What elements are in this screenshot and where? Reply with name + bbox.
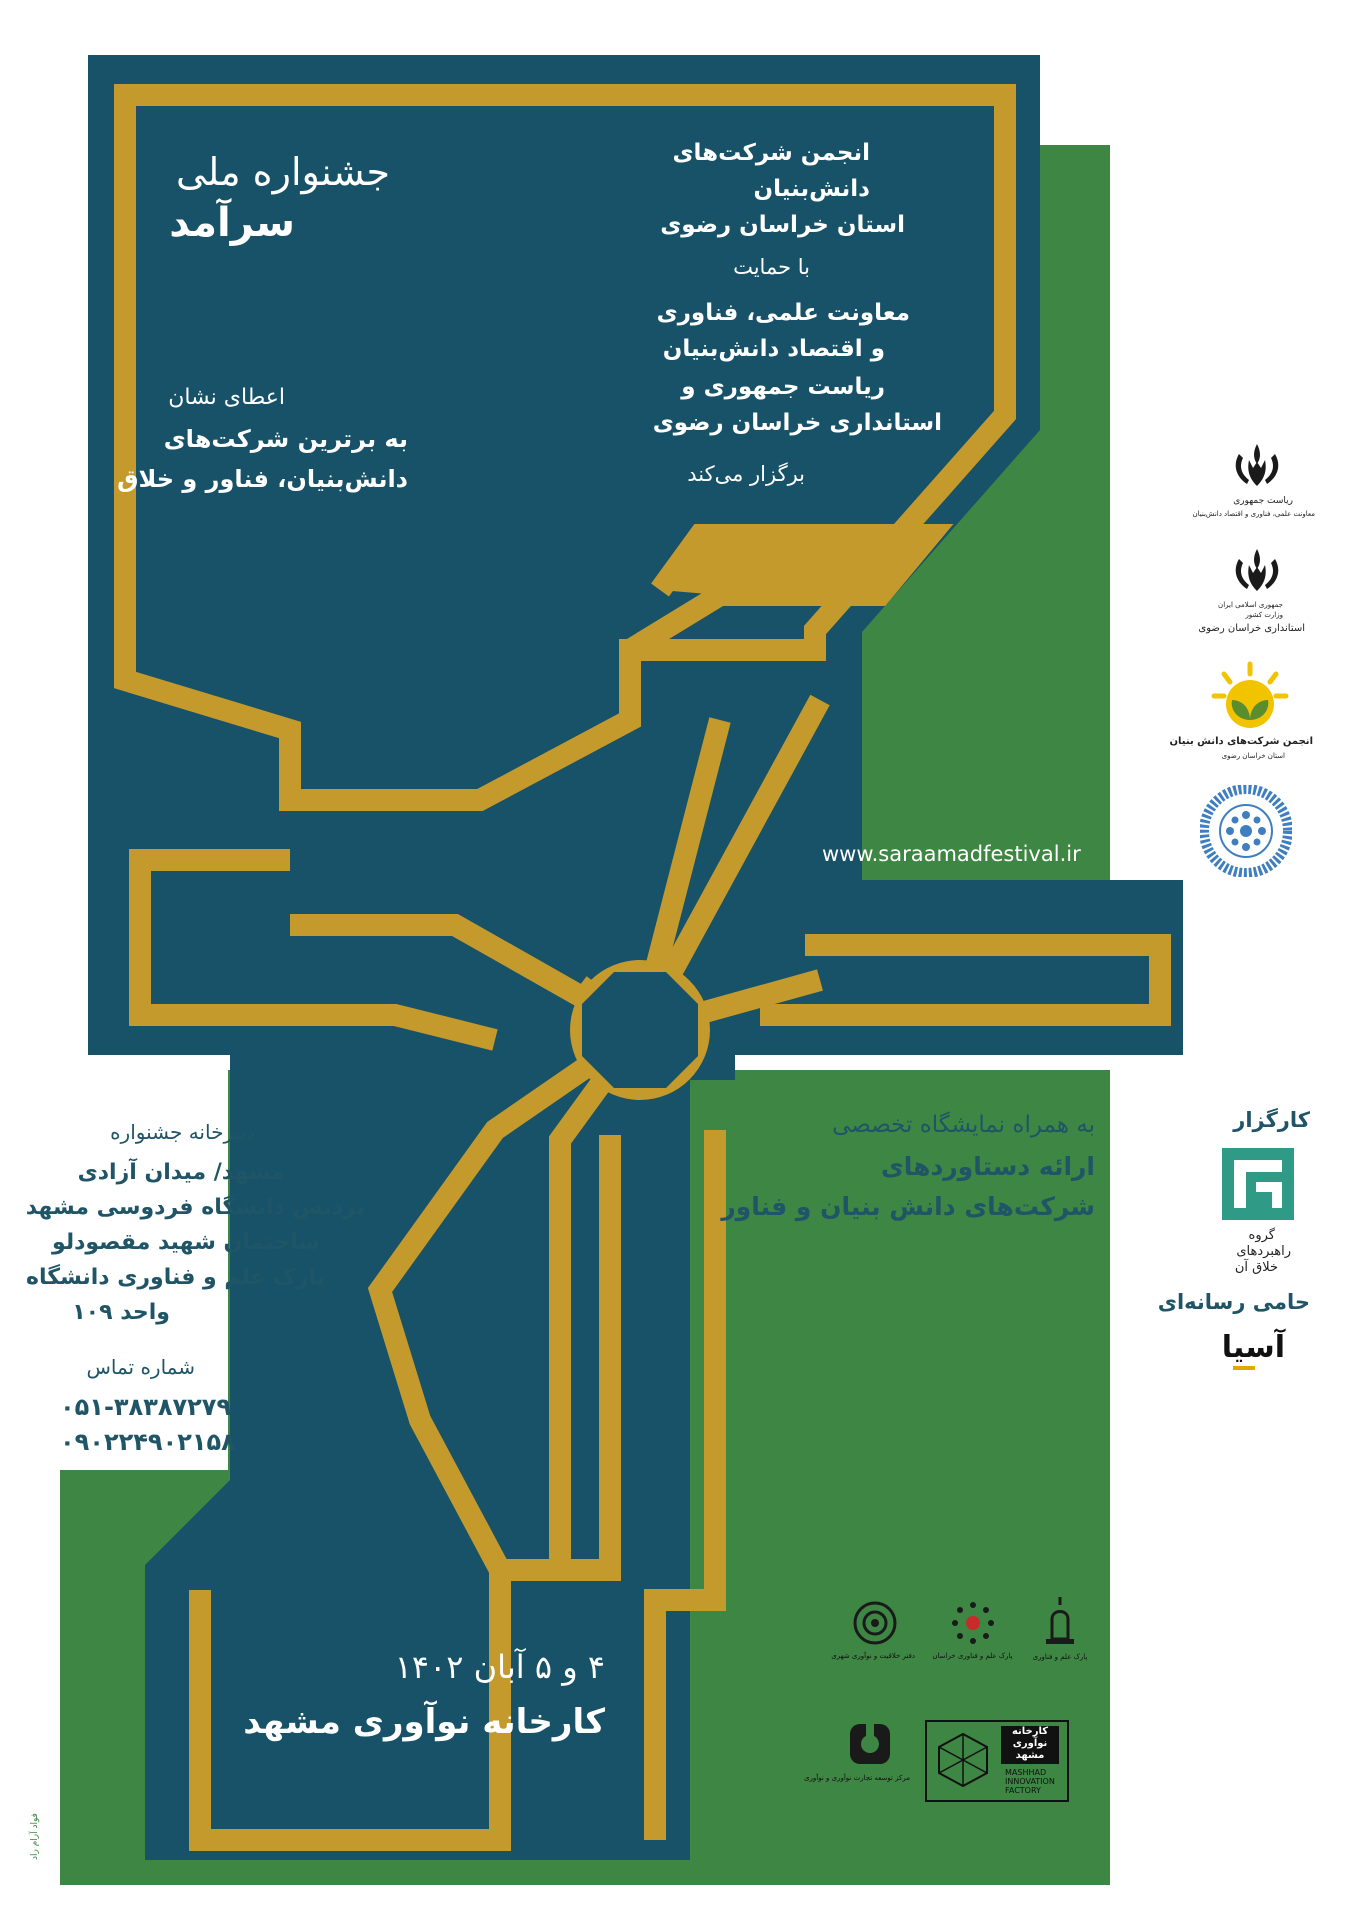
- rosette-icon: [852, 1600, 898, 1646]
- governorate-caption3: استانداری خراسان رضوی: [1198, 623, 1305, 634]
- presidency-caption2: معاونت علمی، فناوری و اقتصاد دانش‌بنیان: [1192, 510, 1315, 518]
- governorate-caption1: جمهوری اسلامی ایران: [1218, 601, 1283, 609]
- secretariat-title: دبیرخانه جشنواره: [110, 1120, 255, 1144]
- science-park-khorasan-caption: پارک علم و فناوری خراسان: [932, 1652, 1013, 1660]
- organizer-line3: استان خراسان رضوی: [660, 212, 905, 238]
- dots-ring-icon: [950, 1600, 996, 1646]
- presidency-caption1: ریاست جمهوری: [1233, 496, 1293, 506]
- dome-icon: [1040, 1595, 1080, 1647]
- trade-innovation-caption: مرکز توسعه تجارت نوآوری و نوآوری: [804, 1774, 910, 1782]
- organizer-support4: استانداری خراسان رضوی: [652, 410, 942, 436]
- factory-fa1: کارخانه: [1011, 1726, 1049, 1737]
- award-intro: اعطای نشان: [168, 385, 285, 410]
- secretariat-line1: مشهد/ میدان آزادی: [77, 1160, 285, 1185]
- asia-logo-accent: [1233, 1366, 1255, 1370]
- secretariat-line5: واحد ۱۰۹: [72, 1300, 170, 1325]
- organizer-support-intro: با حمایت: [733, 255, 810, 279]
- iran-emblem-icon: [1227, 440, 1287, 492]
- agent-caption2: راهبردهای: [1236, 1244, 1291, 1259]
- factory-en2: INNOVATION: [1005, 1777, 1055, 1786]
- factory-fa2: نوآوری: [1012, 1738, 1048, 1749]
- governorate-caption2: وزارت کشور: [1245, 611, 1283, 619]
- trade-center-icon: [846, 1720, 894, 1768]
- agent-caption3: خلاق آن: [1234, 1260, 1278, 1275]
- designer-credit: فواد آرام راد: [30, 1813, 40, 1860]
- website-link[interactable]: www.saraamadfestival.ir: [822, 842, 1081, 866]
- association-logo: [1169, 660, 1315, 770]
- organizer-line1: انجمن شرکت‌های: [672, 140, 870, 166]
- festival-title-line2: سرآمد: [169, 200, 295, 246]
- phone-mobile[interactable]: ۰۹۰۲۲۴۹۰۲۱۵۸: [60, 1428, 236, 1456]
- trade-innovation-center-logo: [804, 1720, 910, 1800]
- iran-emblem-icon: [1227, 545, 1287, 597]
- science-park-khorasan-logo: [930, 1600, 1015, 1680]
- organizer-support3: ریاست جمهوری و: [681, 374, 885, 400]
- organizer-line2: دانش‌بنیان: [753, 176, 870, 202]
- mashhad-innovation-factory-logo: [925, 1720, 1067, 1800]
- secretariat-line2: پردیس دانشگاه فردوسی مشهد: [25, 1195, 365, 1220]
- chamber-of-commerce-logo: [1200, 785, 1300, 885]
- hexagon-grid-icon: [933, 1730, 993, 1790]
- agent-emblem-icon: [1222, 1148, 1294, 1220]
- event-venue: کارخانه نوآوری مشهد: [243, 1702, 605, 1742]
- agent-logo: [1222, 1148, 1294, 1220]
- asia-media-logo: [1221, 1330, 1305, 1380]
- festival-title-line1: جشنواره ملی: [176, 150, 390, 194]
- chamber-emblem-icon: [1200, 785, 1292, 877]
- association-caption2: استان خراسان رضوی: [1221, 752, 1285, 760]
- exhibition-intro: به همراه نمایشگاه تخصصی: [832, 1112, 1095, 1138]
- presidency-emblem-logo: [1192, 440, 1315, 540]
- agent-caption1: گروه: [1248, 1228, 1275, 1243]
- event-date: ۴ و ۵ آبان ۱۴۰۲: [394, 1648, 605, 1686]
- exhibition-line1: ارائه دستاوردهای: [880, 1152, 1095, 1181]
- organizer-support1: معاونت علمی، فناوری: [656, 300, 910, 326]
- center-medallion: [582, 972, 698, 1088]
- organizer-outro: برگزار می‌کند: [687, 462, 805, 486]
- factory-en3: FACTORY: [1005, 1786, 1041, 1795]
- creativity-office-caption: دفتر خلاقیت و نوآوری شهری: [831, 1652, 915, 1660]
- university-science-park-logo: [1025, 1595, 1095, 1680]
- media-sponsor-title: حامی رسانه‌ای: [1157, 1290, 1310, 1314]
- factory-en1: MASHHAD: [1005, 1768, 1047, 1777]
- phone-landline[interactable]: ۰۵۱-۳۸۳۸۷۲۷۹: [60, 1393, 232, 1421]
- factory-fa3: مشهد: [1015, 1750, 1045, 1761]
- university-science-park-caption: پارک علم و فناوری: [1032, 1653, 1088, 1661]
- governorate-emblem-logo: [1198, 545, 1315, 650]
- asia-logo-text: آسیا: [1221, 1330, 1285, 1365]
- association-caption1: انجمن شرکت‌های دانش بنیان: [1169, 736, 1313, 747]
- exhibition-line2: شرکت‌های دانش بنیان و فناور: [721, 1192, 1095, 1221]
- contact-title: شماره تماس: [86, 1355, 195, 1379]
- agent-title: کارگزار: [1233, 1108, 1310, 1132]
- organizer-support2: و اقتصاد دانش‌بنیان: [662, 336, 885, 362]
- creativity-office-logo: [831, 1600, 915, 1680]
- sun-leaves-icon: [1210, 660, 1290, 732]
- award-line1: به برترین شرکت‌های: [163, 425, 408, 453]
- secretariat-line4: پارک علم و فناوری دانشگاه: [26, 1265, 325, 1290]
- award-line2: دانش‌بنیان، فناور و خلاق: [117, 465, 408, 493]
- secretariat-line3: ساختمان شهید مقصودلو: [52, 1230, 320, 1255]
